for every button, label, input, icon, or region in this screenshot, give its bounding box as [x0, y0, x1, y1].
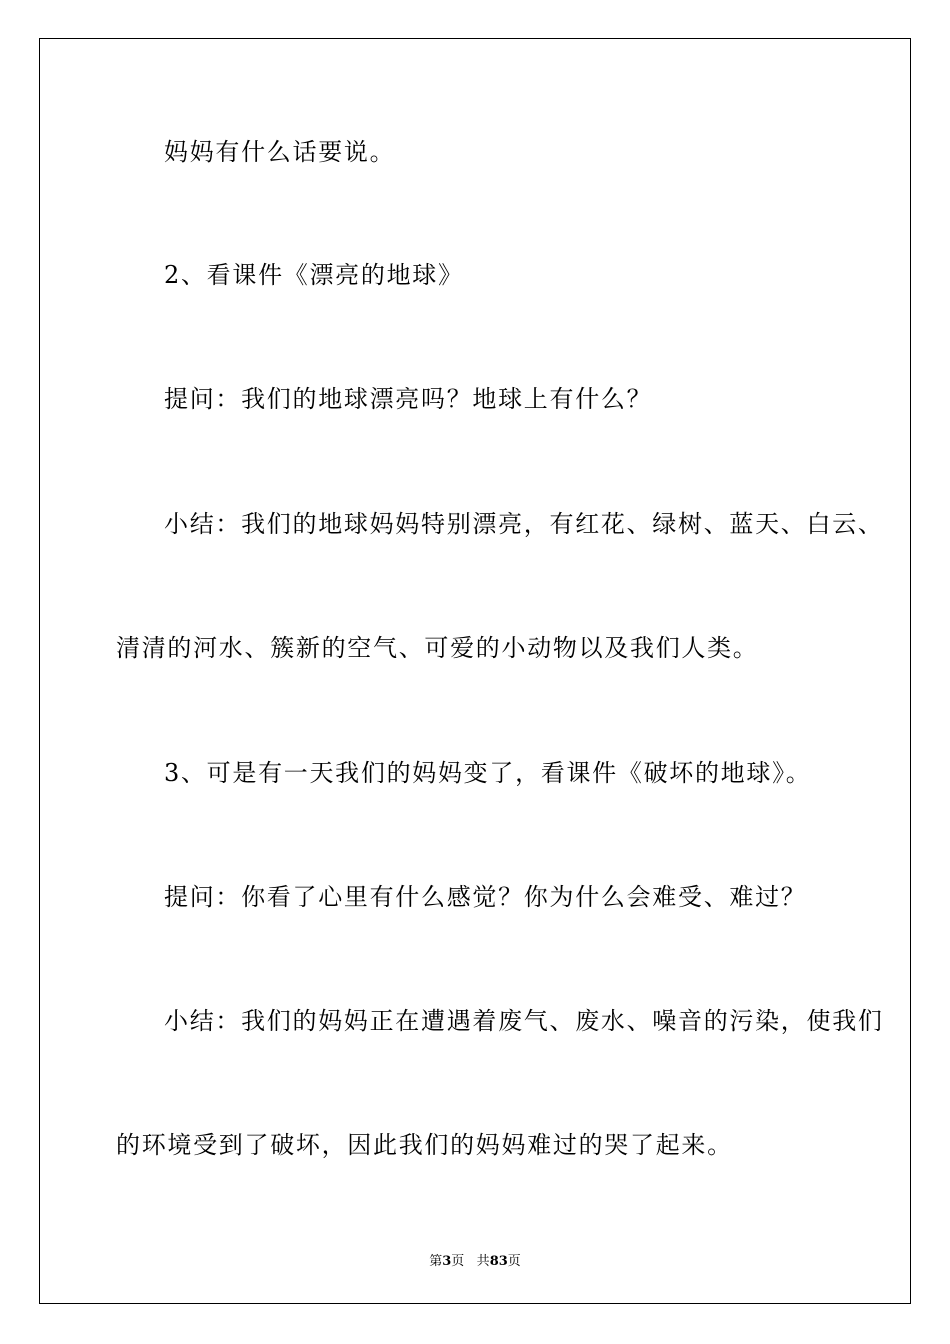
page-border — [39, 38, 911, 1304]
paragraph-line: 小结：我们的妈妈正在遭遇着废气、废水、噪音的污染，使我们 — [164, 1007, 884, 1035]
total-prefix: 共 — [476, 1254, 490, 1269]
paragraph-line: 2、看课件《漂亮的地球》 — [164, 261, 464, 289]
total-pages: 83 — [489, 1254, 508, 1269]
page-number: 3 — [442, 1254, 452, 1269]
paragraph-line: 小结：我们的地球妈妈特别漂亮，有红花、绿树、蓝天、白云、 — [164, 510, 884, 538]
page-prefix: 第 — [429, 1254, 443, 1269]
paragraph-line: 妈妈有什么话要说。 — [164, 138, 396, 166]
paragraph-line: 的环境受到了破坏，因此我们的妈妈难过的哭了起来。 — [116, 1131, 733, 1159]
page-footer — [0, 1250, 950, 1269]
paragraph-line: 3、可是有一天我们的妈妈变了，看课件《破坏的地球》。 — [164, 759, 812, 787]
paragraph-line: 提问：你看了心里有什么感觉？你为什么会难受、难过？ — [164, 883, 807, 911]
total-suffix: 页 — [507, 1254, 521, 1269]
page-suffix: 页 — [451, 1254, 465, 1269]
paragraph-line: 提问：我们的地球漂亮吗？地球上有什么？ — [164, 385, 653, 413]
paragraph-line: 清清的河水、簇新的空气、可爱的小动物以及我们人类。 — [116, 634, 759, 662]
